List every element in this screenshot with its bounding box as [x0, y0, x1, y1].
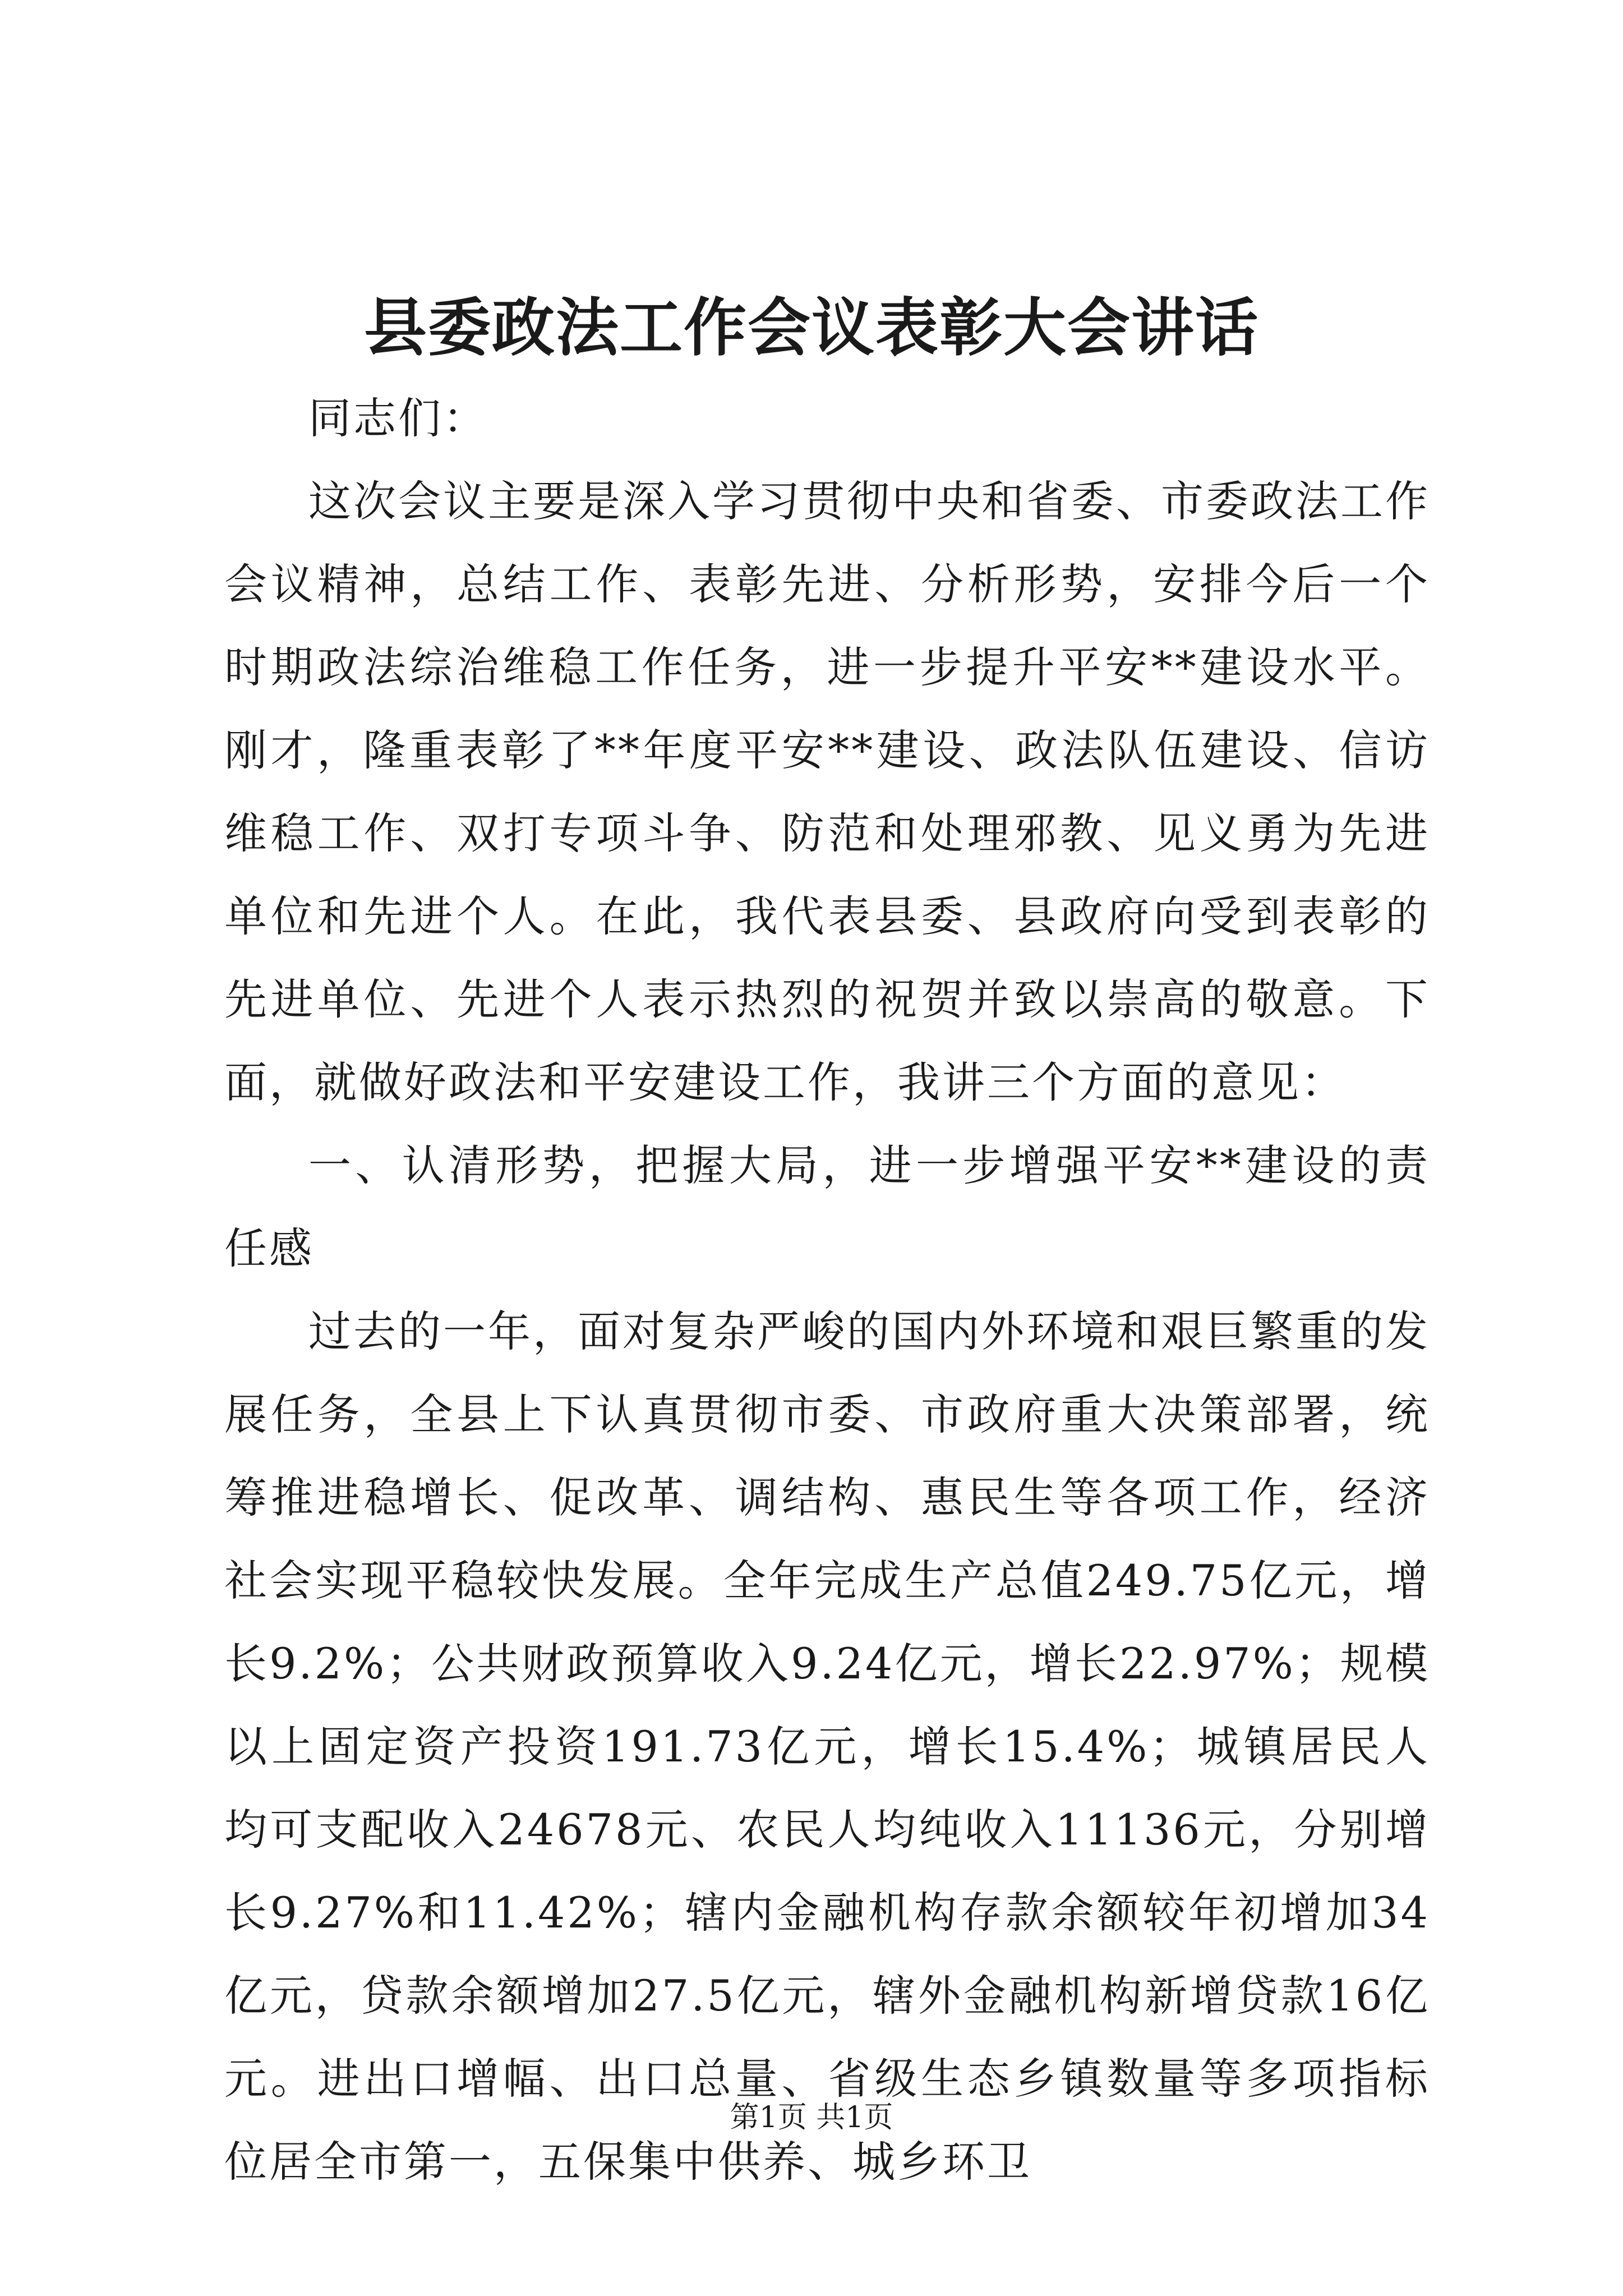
section-heading-1: 一、认清形势，把握大局，进一步增强平安**建设的责任感 [224, 1140, 1430, 1273]
document-title: 县委政法工作会议表彰大会讲话 [364, 291, 1259, 365]
document-body [224, 377, 1430, 2203]
paragraph-intro: 这次会议主要是深入学习贯彻中央和省委、市委政法工作会议精神，总结工作、表彰先进、分析形势，安排今后一个时期政法综治维稳工作任务，进一步提升平安**建设水平。刚才，隆重表彰了**年度平安**建设、政法队伍建设、信访维稳工作、双打专项斗争、防范和处理邪教、见义勇为先进单位和先进个人。在此，我代表县委、县政府向受到表彰的先进单位、先进个人表示热烈的祝贺并致以崇高的敬意。下面，就做好政法和平安建设工作，我讲三个方面的意见： [224, 476, 1430, 1107]
page-footer [0, 2098, 1623, 2137]
paragraph-review: 过去的一年，面对复杂严峻的国内外环境和艰巨繁重的发展任务，全县上下认真贯彻市委、市政府重大决策部署，统筹推进稳增长、促改革、调结构、惠民生等各项工作，经济社会实现平稳较快发展。全年完成生产总值249.75亿元，增长9.2%；公共财政预算收入9.24亿元，增长22.97%；规模以上固定资产投资191.73亿元，增长15.4%；城镇居民人均可支配收入24678元、农民人均纯收入11136元，分别增长9.27%和11.42%；辖内金融机构存款余额较年初增加34亿元，贷款余额增加27.5亿元，辖外金融机构新增贷款16亿元。进出口增幅、出口总量、省级生态乡镇数量等多项指标位居全市第一，五保集中供养、城乡环卫 [224, 1306, 1430, 2187]
greeting: 同志们： [308, 393, 488, 443]
page-number-text: 第1页 共1页 [730, 2101, 893, 2134]
